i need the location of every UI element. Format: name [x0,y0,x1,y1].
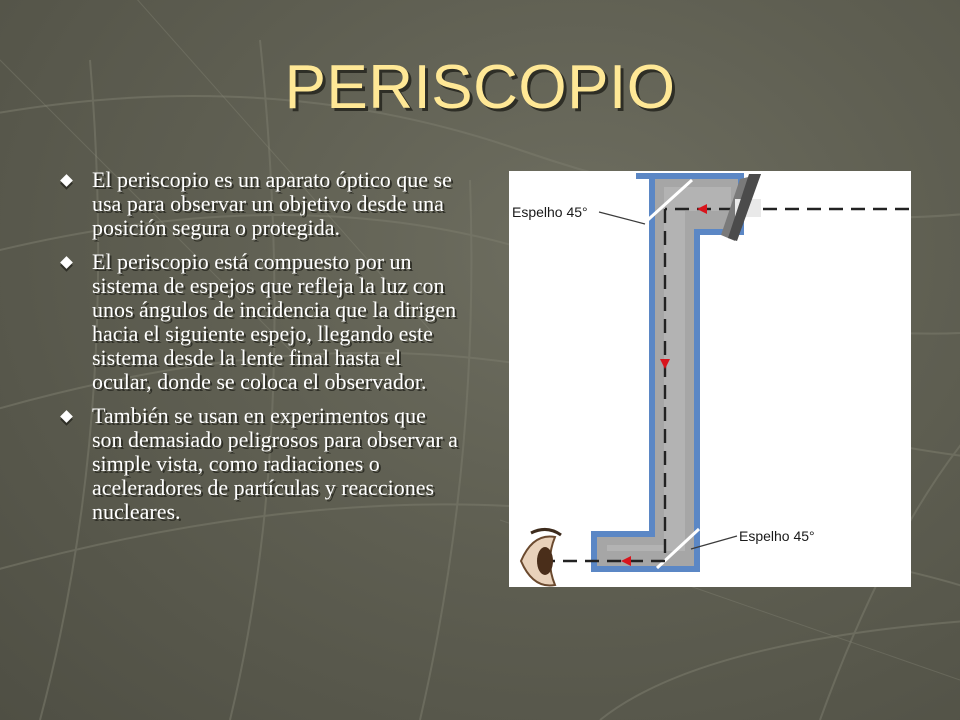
bullet-text: El periscopio es un aparato óptico que se usa para observar un objetivo desde una posición segura o protegida. [92,167,452,240]
light-path [549,209,909,561]
diamond-bullet-icon [60,174,73,187]
bullet-text: También se usan en experimentos que son demasiado peligrosos para observar a simple vista, como radiaciones o aceleradores de partículas y reacciones nucleares. [92,403,458,524]
slide-title: PERISCOPIO [284,53,676,122]
periscope-diagram [509,171,911,587]
eye-icon [521,529,561,585]
bottom-mirror-label: Espelho 45° [739,528,815,544]
diamond-bullet-icon [60,410,73,423]
diamond-bullet-icon [60,256,73,269]
bullet-list [60,168,460,534]
bullet-item [60,404,460,524]
top-mirror-label: Espelho 45° [512,204,588,220]
bullet-text: El periscopio está compuesto por un sistema de espejos que refleja la luz con unos ángulos de incidencia que la dirigen hacia el siguiente espejo, llegando este sistema desde la lente final hasta el ocular, donde se coloca el observador. [92,249,457,394]
bullet-item [60,250,460,394]
bullet-item [60,168,460,240]
